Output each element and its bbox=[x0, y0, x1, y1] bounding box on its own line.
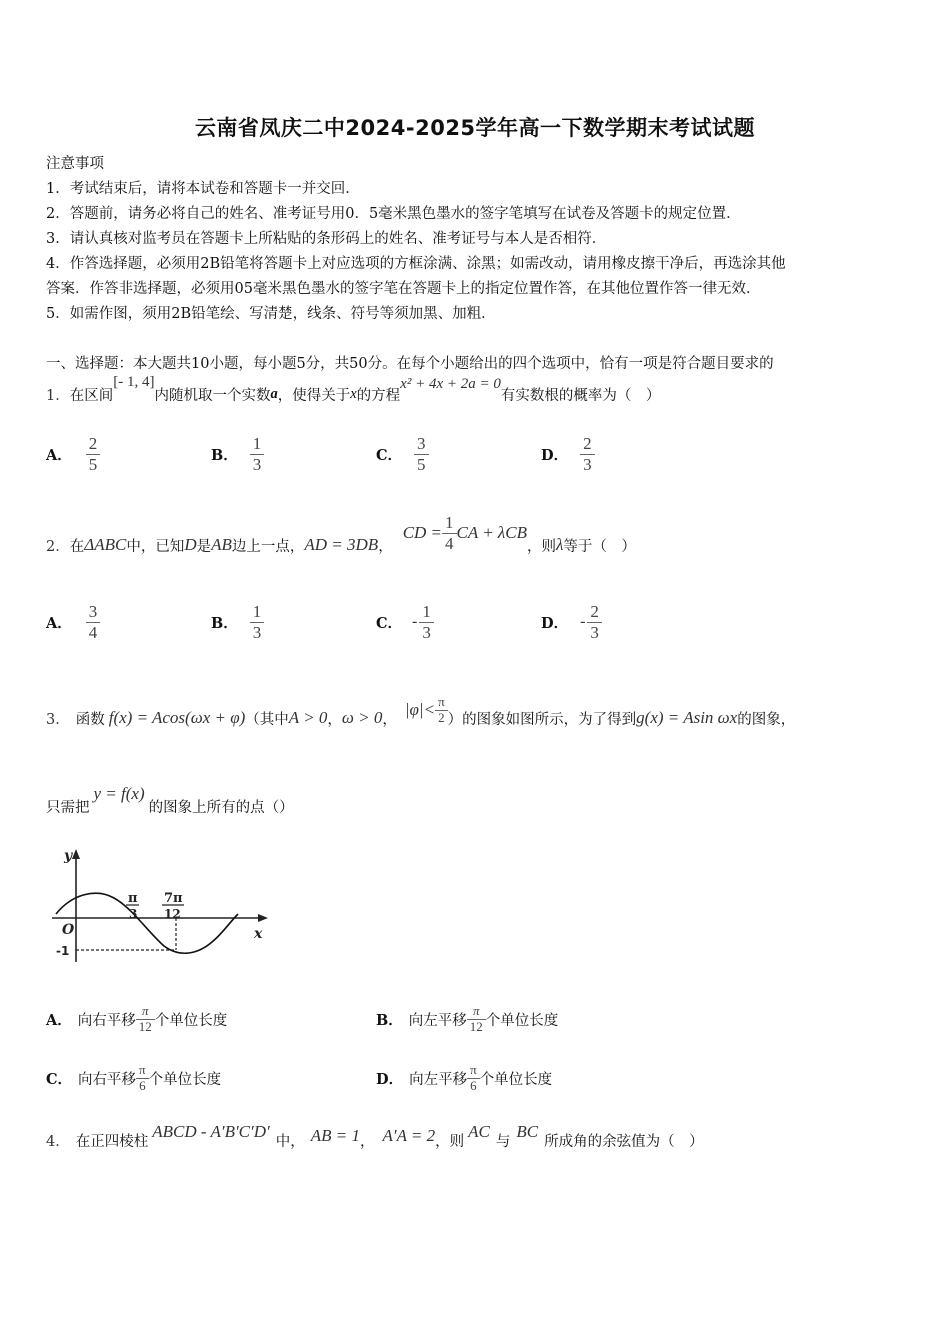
option-fraction bbox=[580, 434, 595, 474]
option-fraction bbox=[419, 602, 434, 642]
fraction-denominator: 4 bbox=[442, 533, 457, 554]
question-text: ）的图象如图所示，为了得到 bbox=[447, 711, 637, 728]
question-text: ，使得关于 bbox=[277, 387, 351, 404]
option-letter: C． bbox=[376, 614, 403, 632]
option-letter: B． bbox=[211, 614, 238, 632]
question-number: 3． bbox=[46, 711, 70, 728]
question-2 bbox=[46, 512, 636, 575]
notice-item: 3．请认真核对监考员在答题卡上所粘贴的条形码上的姓名、准考证号与本人是否相符． bbox=[46, 231, 607, 247]
condition: |φ|< bbox=[404, 700, 436, 719]
option-d[interactable] bbox=[376, 1063, 552, 1094]
fraction-denominator: 12 bbox=[467, 1019, 486, 1035]
fraction-numerator: π bbox=[470, 1062, 477, 1077]
question-text: （其中 bbox=[245, 711, 289, 728]
fraction-numerator: 2 bbox=[88, 434, 98, 453]
fraction-numerator: π bbox=[438, 693, 445, 709]
question-text: ， bbox=[378, 538, 393, 555]
option-fraction bbox=[467, 1063, 480, 1094]
fraction-numerator: π bbox=[139, 1062, 146, 1077]
x-label: x bbox=[254, 926, 263, 942]
option-letter: B． bbox=[211, 446, 238, 464]
option-text: 向右平移 bbox=[78, 1071, 137, 1088]
option-a[interactable] bbox=[46, 434, 100, 474]
condition: AB = 1 bbox=[310, 1126, 360, 1145]
fraction-denominator: 3 bbox=[250, 454, 265, 475]
question-text: ， bbox=[359, 1133, 375, 1150]
vector-fraction bbox=[442, 513, 457, 553]
question-text: ， bbox=[382, 711, 397, 728]
question-number: 1． bbox=[46, 387, 70, 404]
question-text: 的方程 bbox=[356, 387, 401, 404]
question-3 bbox=[46, 688, 795, 748]
option-c[interactable] bbox=[46, 1063, 221, 1094]
option-fraction bbox=[86, 434, 101, 474]
question-text: ， bbox=[327, 711, 342, 728]
option-fraction bbox=[86, 602, 101, 642]
option-letter: A． bbox=[46, 1011, 72, 1029]
y-label: y bbox=[64, 848, 73, 864]
option-text: 向左平移 bbox=[408, 1012, 467, 1029]
question-text: 在区间 bbox=[69, 387, 114, 404]
condition: A > 0 bbox=[288, 708, 328, 727]
option-sign: - bbox=[412, 613, 418, 631]
question-text: 中，已知 bbox=[126, 538, 185, 555]
line: BC bbox=[516, 1122, 539, 1141]
option-fraction bbox=[414, 434, 429, 474]
notice-item: 4．作答选择题，必须用2B铅笔将答题卡上对应选项的方框涂满、涂黑；如需改动，请用橡皮擦干净后，再选涂其他 bbox=[46, 256, 786, 272]
fraction-numerator: 2 bbox=[590, 602, 599, 621]
lambda: λ bbox=[556, 535, 564, 554]
question-text: 有实数根的概率为（ ） bbox=[500, 387, 661, 404]
question-text: ，则 bbox=[527, 538, 557, 555]
fraction-denominator: 12 bbox=[136, 1019, 155, 1035]
line: AC bbox=[468, 1122, 490, 1141]
variable: a bbox=[270, 385, 278, 402]
option-letter: C． bbox=[46, 1070, 73, 1088]
tick-pi-3-den: 3 bbox=[129, 907, 138, 921]
fraction-numerator: 1 bbox=[445, 512, 454, 532]
y-axis-arrow bbox=[72, 849, 80, 859]
neg-one-label: -1 bbox=[56, 944, 70, 958]
interval: [- 1, 4] bbox=[113, 373, 155, 390]
option-text: 个单位长度 bbox=[479, 1071, 553, 1088]
question-3-line-2 bbox=[46, 786, 294, 826]
page-title: 云南省凤庆二中2024-2025学年高一下数学期末考试试题 bbox=[194, 116, 756, 140]
condition: ω > 0 bbox=[341, 708, 383, 727]
option-fraction bbox=[467, 1004, 486, 1035]
vector-equation bbox=[403, 513, 527, 553]
tick-7pi-12-num: 7π bbox=[164, 891, 183, 906]
option-text: 个单位长度 bbox=[485, 1012, 559, 1029]
option-c[interactable] bbox=[376, 434, 429, 474]
fraction-denominator: 4 bbox=[86, 622, 101, 643]
option-fraction bbox=[587, 602, 602, 642]
fraction-numerator: 3 bbox=[417, 434, 426, 453]
question-4 bbox=[46, 1120, 704, 1160]
question-1 bbox=[46, 374, 660, 414]
option-letter: D． bbox=[376, 1070, 404, 1088]
fraction-denominator: 3 bbox=[580, 454, 595, 475]
option-d[interactable] bbox=[541, 434, 595, 474]
function: y = f(x) bbox=[93, 784, 145, 803]
option-text: 个单位长度 bbox=[148, 1071, 222, 1088]
question-text: 的图象上所有的点（） bbox=[148, 799, 294, 816]
question-text: 在 bbox=[69, 538, 85, 555]
option-b[interactable] bbox=[211, 602, 264, 642]
question-number: 2． bbox=[46, 538, 70, 555]
fraction-numerator: π bbox=[142, 1003, 149, 1018]
fraction-numerator: 1 bbox=[252, 602, 262, 621]
question-text: 的图象， bbox=[737, 711, 796, 728]
question-text: 与 bbox=[495, 1133, 511, 1150]
tick-7pi-12-den: 12 bbox=[164, 907, 181, 921]
option-a[interactable] bbox=[46, 602, 100, 642]
tick-pi-3-num: π bbox=[128, 891, 138, 906]
fraction-denominator: 5 bbox=[414, 454, 429, 475]
function: f(x) = Acos(ωx + φ) bbox=[108, 708, 246, 727]
question-number: 4． bbox=[46, 1133, 70, 1150]
option-a[interactable] bbox=[46, 1004, 227, 1035]
segment: AB bbox=[211, 535, 232, 554]
fraction-numerator: π bbox=[473, 1003, 480, 1018]
question-text: 等于（ ） bbox=[563, 538, 636, 555]
option-sign: - bbox=[580, 613, 586, 631]
option-c[interactable] bbox=[376, 602, 434, 642]
option-letter: A． bbox=[46, 614, 72, 632]
triangle: ΔABC bbox=[84, 535, 127, 554]
option-letter: B． bbox=[376, 1011, 403, 1029]
cosine-curve bbox=[56, 893, 238, 953]
vector-lhs: CD = bbox=[402, 523, 443, 542]
question-text: 中， bbox=[275, 1133, 305, 1150]
option-letter: A． bbox=[46, 446, 72, 464]
notice-heading: 注意事项 bbox=[46, 156, 104, 172]
question-text: 是 bbox=[196, 538, 212, 555]
option-letter: D． bbox=[541, 446, 569, 464]
option-letter: C． bbox=[376, 446, 403, 464]
question-text: 函数 bbox=[75, 711, 105, 728]
option-text: 向左平移 bbox=[409, 1071, 468, 1088]
option-b[interactable] bbox=[211, 434, 264, 474]
option-fraction bbox=[136, 1063, 149, 1094]
fraction-numerator: 1 bbox=[422, 602, 431, 621]
fraction-denominator: 6 bbox=[136, 1078, 149, 1094]
fraction-denominator: 3 bbox=[419, 622, 434, 643]
notice-item: 5．如需作图，须用2B铅笔绘、写清楚，线条、符号等须加黑、加粗． bbox=[46, 306, 496, 322]
question-text: 所成角的余弦值为（ ） bbox=[544, 1133, 704, 1150]
option-letter: D． bbox=[541, 614, 569, 632]
fraction-numerator: 1 bbox=[252, 434, 262, 453]
option-fraction bbox=[250, 434, 265, 474]
question-text: 在正四棱柱 bbox=[75, 1133, 149, 1150]
point: D bbox=[184, 535, 197, 554]
prism: ABCD - A′B′C′D′ bbox=[152, 1122, 270, 1141]
fraction-denominator: 5 bbox=[86, 454, 101, 475]
vector-rhs: CA + λCB bbox=[456, 523, 528, 542]
question-text: 只需把 bbox=[46, 799, 90, 816]
function-graph bbox=[52, 842, 274, 972]
equation: x² + 4x + 2a = 0 bbox=[400, 375, 501, 392]
option-text: 个单位长度 bbox=[154, 1012, 228, 1029]
condition-fraction bbox=[435, 695, 448, 726]
option-text: 向右平移 bbox=[77, 1012, 136, 1029]
notice-item: 1．考试结束后，请将本试卷和答题卡一并交回． bbox=[46, 181, 360, 197]
x-axis-arrow bbox=[258, 914, 268, 922]
condition: A′A = 2 bbox=[382, 1126, 436, 1145]
notice-item: 2．答题前，请务必将自己的姓名、准考证号用0．5毫米黑色墨水的签字笔填写在试卷及答题卡的规定位置． bbox=[46, 206, 741, 222]
question-text: 边上一点， bbox=[231, 538, 305, 555]
fraction-numerator: 3 bbox=[88, 602, 98, 621]
phase-condition bbox=[405, 695, 448, 726]
question-text: ，则 bbox=[435, 1133, 465, 1150]
function: g(x) = Asin ωx bbox=[636, 708, 738, 727]
fraction-numerator: 2 bbox=[583, 434, 592, 453]
option-fraction bbox=[136, 1004, 155, 1035]
origin-label: O bbox=[62, 922, 75, 938]
question-text: 内随机取一个实数 bbox=[154, 387, 271, 404]
fraction-denominator: 3 bbox=[250, 622, 265, 643]
relation: AD = 3DB bbox=[304, 535, 379, 554]
notice-item: 答案．作答非选择题，必须用05毫米黑色墨水的签字笔在答题卡上的指定位置作答，在其他位置作答一律无效． bbox=[46, 281, 761, 297]
option-d[interactable] bbox=[541, 602, 602, 642]
fraction-denominator: 6 bbox=[467, 1078, 480, 1094]
option-b[interactable] bbox=[376, 1004, 558, 1035]
variable: x bbox=[350, 385, 357, 402]
option-fraction bbox=[250, 602, 265, 642]
fraction-denominator: 3 bbox=[587, 622, 602, 643]
section-heading: 一、选择题：本大题共10小题，每小题5分，共50分。在每个小题给出的四个选项中，恰有一项是符合题目要求的 bbox=[46, 356, 774, 372]
fraction-denominator: 2 bbox=[435, 710, 448, 726]
